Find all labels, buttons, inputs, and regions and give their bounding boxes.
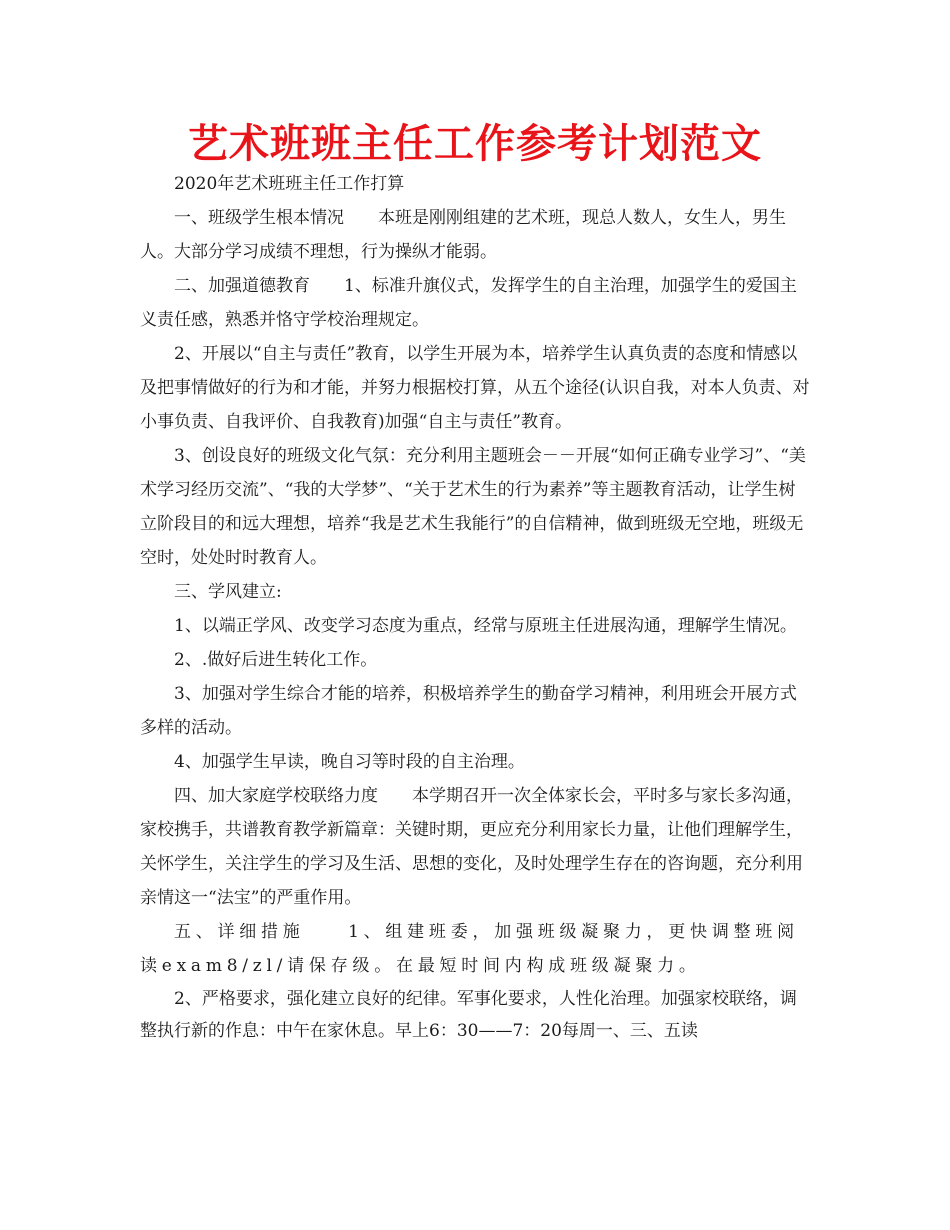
paragraph-section-5-item-2: 2、严格要求，强化建立良好的纪律。军事化要求，人性化治理。加强家校联络，调整执行新的作息：中午在家休息。早上6：30——7：20每周一、三、五读 [140, 989, 797, 1041]
paragraph-section-2: 二、加强道德教育 1、标准升旗仪式，发挥学生的自主治理，加强学生的爱国主义责任感，熟悉并恪守学校治理规定。 [140, 276, 797, 330]
paragraph-section-3-item-4: 4、加强学生早读，晚自习等时段的自主治理。 [174, 752, 525, 772]
paragraph-section-4: 四、加大家庭学校联络力度 本学期召开一次全体家长会，平时多与家长多沟通，家校携手，共谱教育教学新篇章：关键时期，更应充分利用家长力量，让他们理解学生，关怀学生，关注学生的学习及生活、思想的变化，及时处理学生存在的咨询题，充分利用亲情这一“法宝”的严重作用。 [140, 786, 803, 908]
document-title: 艺术班班主任工作参考计划范文 [188, 121, 762, 167]
paragraph-section-5: 五、详细措施 1、组建班委，加强班级凝聚力，更快调整班阅读exam8/zl/请保存级。在最短时间内构成班级凝聚力。 [140, 922, 799, 976]
paragraph-section-3-item-2: 2、.做好后进生转化工作。 [174, 650, 378, 670]
paragraph-section-1: 一、班级学生根本情况 本班是刚刚组建的艺术班，现总人数人，女生人，男生人。大部分学习成绩不理想，行为操纵才能弱。 [140, 208, 786, 262]
paragraph-subtitle: 2020年艺术班班主任工作打算 [174, 174, 405, 194]
paragraph-section-2-item-3: 3、创设良好的班级文化气氛：充分利用主题班会－－开展“如何正确专业学习”、“美术学习经历交流”、“我的大学梦”、“关于艺术生的行为素养”等主题教育活动，让学生树立阶段目的和远大理想，培养“我是艺术生我能行”的自信精神，做到班级无空地，班级无空时，处处时时教育人。 [140, 446, 806, 568]
paragraph-section-2-item-2: 2、开展以“自主与责任”教育，以学生开展为本，培养学生认真负责的态度和情感以及把事情做好的行为和才能，并努力根据校打算，从五个途径(认识自我，对本人负责、对小事负责、自我评价、自我教育)加强“自主与责任”教育。 [140, 344, 810, 432]
paragraph-section-3-item-3: 3、加强对学生综合才能的培养，积极培养学生的勤奋学习精神，利用班会开展方式多样的活动。 [140, 684, 797, 738]
document-body [140, 167, 812, 1047]
paragraph-section-3: 三、学风建立: [174, 582, 282, 602]
paragraph-section-3-item-1: 1、以端正学风、改变学习态度为重点，经常与原班主任进展沟通，理解学生情况。 [174, 616, 797, 636]
